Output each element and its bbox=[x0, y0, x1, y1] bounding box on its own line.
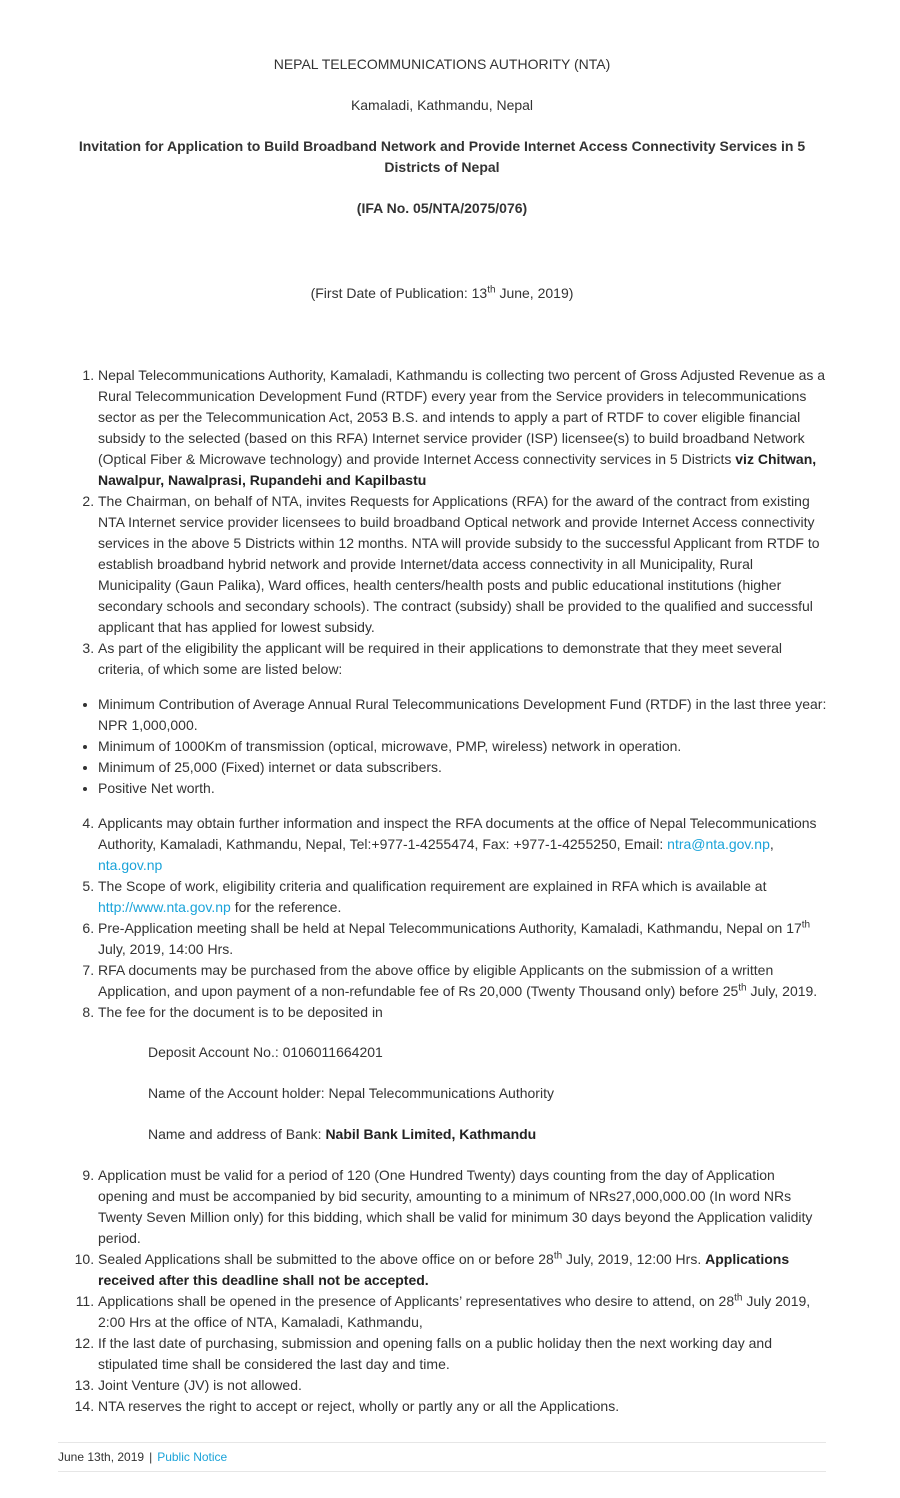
list-item: 12. If the last date of purchasing, submission and opening falls on a public holiday then the next working day and stipulated time shall be considered the last day and time. bbox=[98, 1333, 828, 1375]
rfa-website-link[interactable]: http://www.nta.gov.np bbox=[98, 899, 231, 915]
list-item: 10. Sealed Applications shall be submitted to the above office on or before 28th July, 2019, 12:00 Hrs. Applications received after this deadline shall not be accepted. bbox=[98, 1249, 828, 1291]
category-link[interactable]: Public Notice bbox=[157, 1450, 228, 1464]
account-holder: Name of the Account holder: Nepal Telecommunications Authority bbox=[148, 1085, 554, 1101]
notice-list-part2 bbox=[98, 813, 828, 1023]
notice-title: Invitation for Application to Build Broadband Network and Provide Internet Access Connectivity Services in 5 Districts of Nepal bbox=[78, 138, 806, 175]
list-item: 13. Joint Venture (JV) is not allowed. bbox=[98, 1375, 828, 1396]
list-item: 9. Application must be valid for a period of 120 (One Hundred Twenty) days counting from the day of Application opening and must be accompanied by bid security, amounting to a minimum of NRs27,000,000.00 (In word NRs Twenty Seven Million only) for this bidding, which shall be valid for minimum 30 days beyond the Application validity period. bbox=[98, 1165, 828, 1249]
footer-divider-top bbox=[58, 1442, 826, 1443]
bank-name: Name and address of Bank: Nabil Bank Limited, Kathmandu bbox=[148, 1126, 537, 1142]
criteria-item: • Minimum Contribution of Average Annual Rural Telecommunications Development Fund (RTDF) in the last three year: NPR 1,000,000. bbox=[98, 694, 828, 736]
list-item: 6. Pre-Application meeting shall be held at Nepal Telecommunications Authority, Kamaladi, Kathmandu, Nepal on 17th July, 2019, 14:00 Hrs. bbox=[98, 918, 828, 960]
criteria-item: • Minimum of 1000Km of transmission (optical, microwave, PMP, wireless) network in operation. bbox=[98, 736, 828, 757]
criteria-item: • Minimum of 25,000 (Fixed) internet or data subscribers. bbox=[98, 757, 828, 778]
list-item: 11. Applications shall be opened in the presence of Applicants’ representatives who desire to attend, on 28th July 2019, 2:00 Hrs at the office of NTA, Kamaladi, Kathmandu, bbox=[98, 1291, 828, 1333]
list-item: 14. NTA reserves the right to accept or reject, wholly or partly any or all the Applications. bbox=[98, 1396, 828, 1417]
criteria-item: • Positive Net worth. bbox=[98, 778, 828, 799]
list-item: 3. As part of the eligibility the applicant will be required in their applications to demonstrate that they meet several criteria, of which some are listed below: bbox=[98, 638, 828, 680]
post-date: June 13th, 2019 bbox=[58, 1450, 145, 1464]
list-item: 2. The Chairman, on behalf of NTA, invites Requests for Applications (RFA) for the award of the contract from existing NTA Internet service provider licensees to build broadband Optical network and provide Internet Access connectivity services in the above 5 Districts within 12 months. NTA will provide subsidy to the successful Applicant from RTDF to establish broadband hybrid network and provide Internet/data access connectivity in all Municipality, Rural Municipality (Gaun Palika), Ward offices, health centers/health posts and public educational institutions (higher secondary schools and secondary schools). The contract (subsidy) shall be provided to the qualified and successful applicant that has applied for lowest subsidy. bbox=[98, 491, 828, 638]
meta-separator: | bbox=[149, 1450, 153, 1464]
list-item: 5. The Scope of work, eligibility criteria and qualification requirement are explained in RFA which is available at http://www.nta.gov.np for the reference. bbox=[98, 876, 828, 918]
list-item: 7. RFA documents may be purchased from the above office by eligible Applicants on the submission of a written Application, and upon payment of a non-refundable fee of Rs 20,000 (Twenty Thousand only) before 25th July, 2019. bbox=[98, 960, 828, 1002]
website-link[interactable]: nta.gov.np bbox=[98, 857, 163, 873]
deposit-account: Deposit Account No.: 0106011664201 bbox=[148, 1044, 383, 1060]
org-address: Kamaladi, Kathmandu, Nepal bbox=[350, 97, 534, 113]
footer-divider-bottom bbox=[58, 1471, 826, 1472]
ifa-number: (IFA No. 05/NTA/2075/076) bbox=[356, 200, 528, 216]
list-item: 8. The fee for the document is to be deposited in bbox=[98, 1002, 828, 1023]
publication-date: (First Date of Publication: 13th June, 2019) bbox=[310, 284, 574, 301]
list-item: 1. Nepal Telecommunications Authority, Kamaladi, Kathmandu is collecting two percent of Gross Adjusted Revenue as a Rural Telecommunication Development Fund (RTDF) every year from the Service providers in telecommunications sector as per the Telecommunication Act, 2053 B.S. and intends to apply a part of RTDF to cover eligible financial subsidy to the selected (based on this RFA) Internet service provider (ISP) licensee(s) to build broadband Network (Optical Fiber & Microwave technology) and provide Internet Access connectivity services in 5 Districts viz Chitwan, Nawalpur, Nawalprasi, Rupandehi and Kapilbastu bbox=[98, 365, 828, 491]
notice-list-part1 bbox=[98, 365, 828, 680]
list-item: 4. Applicants may obtain further information and inspect the RFA documents at the office of Nepal Telecommunications Authority, Kamaladi, Kathmandu, Nepal, Tel:+977-1-4255474, Fax: +977-1-4255250, Email: ntra@nta.gov.np, nta.gov.np bbox=[98, 813, 828, 876]
criteria-list bbox=[98, 694, 828, 799]
org-name: NEPAL TELECOMMUNICATIONS AUTHORITY (NTA) bbox=[273, 56, 611, 72]
post-meta bbox=[58, 1447, 227, 1467]
notice-list-part3 bbox=[98, 1165, 828, 1417]
email-link[interactable]: ntra@nta.gov.np bbox=[667, 836, 770, 852]
